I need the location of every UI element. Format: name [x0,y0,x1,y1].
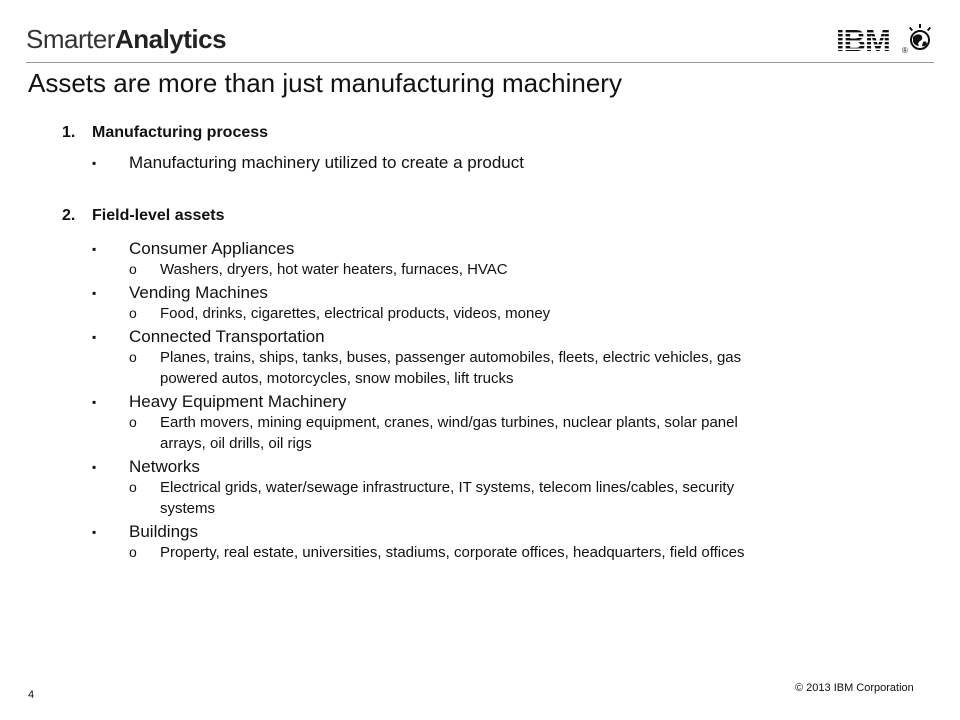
o-bullet-icon: o [129,349,137,365]
bullet-item: Networks [129,457,200,476]
square-bullet-icon: ▪ [92,330,97,344]
o-bullet-icon: o [129,414,137,430]
slide-title: Assets are more than just manufacturing machinery [28,68,622,98]
sub-bullet-item: Washers, dryers, hot water heaters, furnaces, HVAC [160,261,508,278]
sub-bullet-item: Property, real estate, universities, stadiums, corporate offices, headquarters, field offices [160,544,745,561]
brand-bold: Analytics [114,24,227,54]
o-bullet-icon: o [129,261,137,277]
o-bullet-icon: o [129,479,137,495]
copyright: © 2013 IBM Corporation [795,682,914,694]
bullet-item: Buildings [129,522,198,541]
o-bullet-icon: o [129,544,137,560]
brand-light: Smarter [26,24,115,54]
bullet-item: Vending Machines [129,283,268,302]
square-bullet-icon: ▪ [92,460,97,474]
sub-bullet-item: powered autos, motorcycles, snow mobiles, lift trucks [160,370,514,387]
bullet-item: Connected Transportation [129,327,325,346]
sub-bullet-item: Earth movers, mining equipment, cranes, wind/gas turbines, nuclear plants, solar panel [160,414,738,431]
square-bullet-icon: ▪ [92,395,97,409]
sub-bullet-item: arrays, oil drills, oil rigs [160,435,312,452]
bullet-item: Consumer Appliances [129,239,295,258]
sub-bullet-item: Electrical grids, water/sewage infrastructure, IT systems, telecom lines/cables, security [160,479,735,496]
square-bullet-icon: ▪ [92,242,97,256]
section-heading: Field-level assets [92,207,225,224]
sub-bullet-item: Food, drinks, cigarettes, electrical products, videos, money [160,305,551,322]
square-bullet-icon: ▪ [92,156,97,170]
section-number: 1. [62,124,76,141]
section-heading: Manufacturing process [92,124,269,141]
sub-bullet-item: Planes, trains, ships, tanks, buses, passenger automobiles, fleets, electric vehicles, gas [160,349,742,366]
section-number: 2. [62,207,76,224]
sub-bullet-item: systems [160,500,216,517]
bullet-item: Heavy Equipment Machinery [129,392,347,411]
square-bullet-icon: ▪ [92,286,97,300]
bullet-item: Manufacturing machinery utilized to create a product [129,153,524,172]
o-bullet-icon: o [129,305,137,321]
slide-number: 4 [28,689,35,701]
registered-mark: ® [902,46,908,55]
square-bullet-icon: ▪ [92,525,97,539]
